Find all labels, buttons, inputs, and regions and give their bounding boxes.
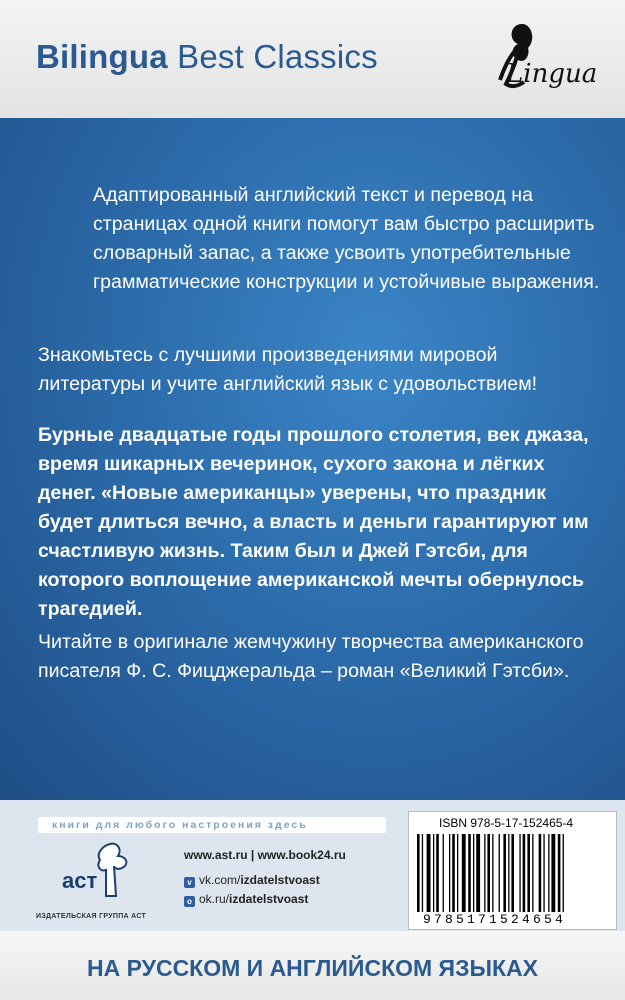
tagline: книги для любого настроения здесь [52,819,308,831]
vk-link[interactable]: v vk.com/izdatelstvoast [184,871,346,890]
vk-icon: v [184,877,195,888]
series-title-bold: Bilingua [36,38,168,75]
lingua-logo-text: Lingua [506,59,598,89]
invite-paragraph: Знакомьтесь с лучшими произведениями мировой литературы и учите английский язык с удовольствием! [38,344,538,395]
series-title [36,38,378,76]
series-title-rest: Best Classics [177,38,378,75]
ast-logo-text: аст [62,868,98,893]
website-links[interactable]: www.ast.ru | www.book24.ru [184,848,346,862]
ok-link[interactable]: o ok.ru/izdatelstvoast [184,890,346,909]
closing-paragraph: Читайте в оригинале жемчужину творчества американского писателя Ф. С. Фицджеральда – роман «Великий Гэтсби». [38,631,584,682]
ast-logo [58,840,138,902]
publisher-name: ИЗДАТЕЛЬСКАЯ ГРУППА АСТ [36,913,147,920]
plot-paragraph: Бурные двадцатые годы прошлого столетия, век джаза, время шикарных вечеринок, сухого закона и лёгких денег. «Новые американцы» уверены, что праздник будет длиться вечно, а власть и деньги гарантируют им счастливую жизнь. Таким был и Джей Гэтсби, для которого воплощение американской мечты обернулось трагедией. [38,424,589,620]
ok-icon: o [184,896,195,907]
footer [0,800,625,1000]
language-banner [0,931,625,1000]
barcode-icon [415,834,610,912]
publisher-links [184,846,346,909]
language-banner-title: НА РУССКОМ И АНГЛИЙСКОМ ЯЗЫКАХ [87,955,538,981]
footer-info-area [0,800,625,931]
intro-paragraph: Адаптированный английский текст и перевод на страницах одной книги помогут вам быстро расширить словарный запас, а также усвоить употребительные грамматические конструкции и устойчивые выражения. [93,184,600,293]
isbn-text: ISBN 978-5-17-152465-4 [439,816,574,830]
barcode-block [408,811,617,930]
series-header [0,0,625,118]
lingua-logo [470,10,600,105]
barcode-number: 9785171524654 [423,912,567,927]
